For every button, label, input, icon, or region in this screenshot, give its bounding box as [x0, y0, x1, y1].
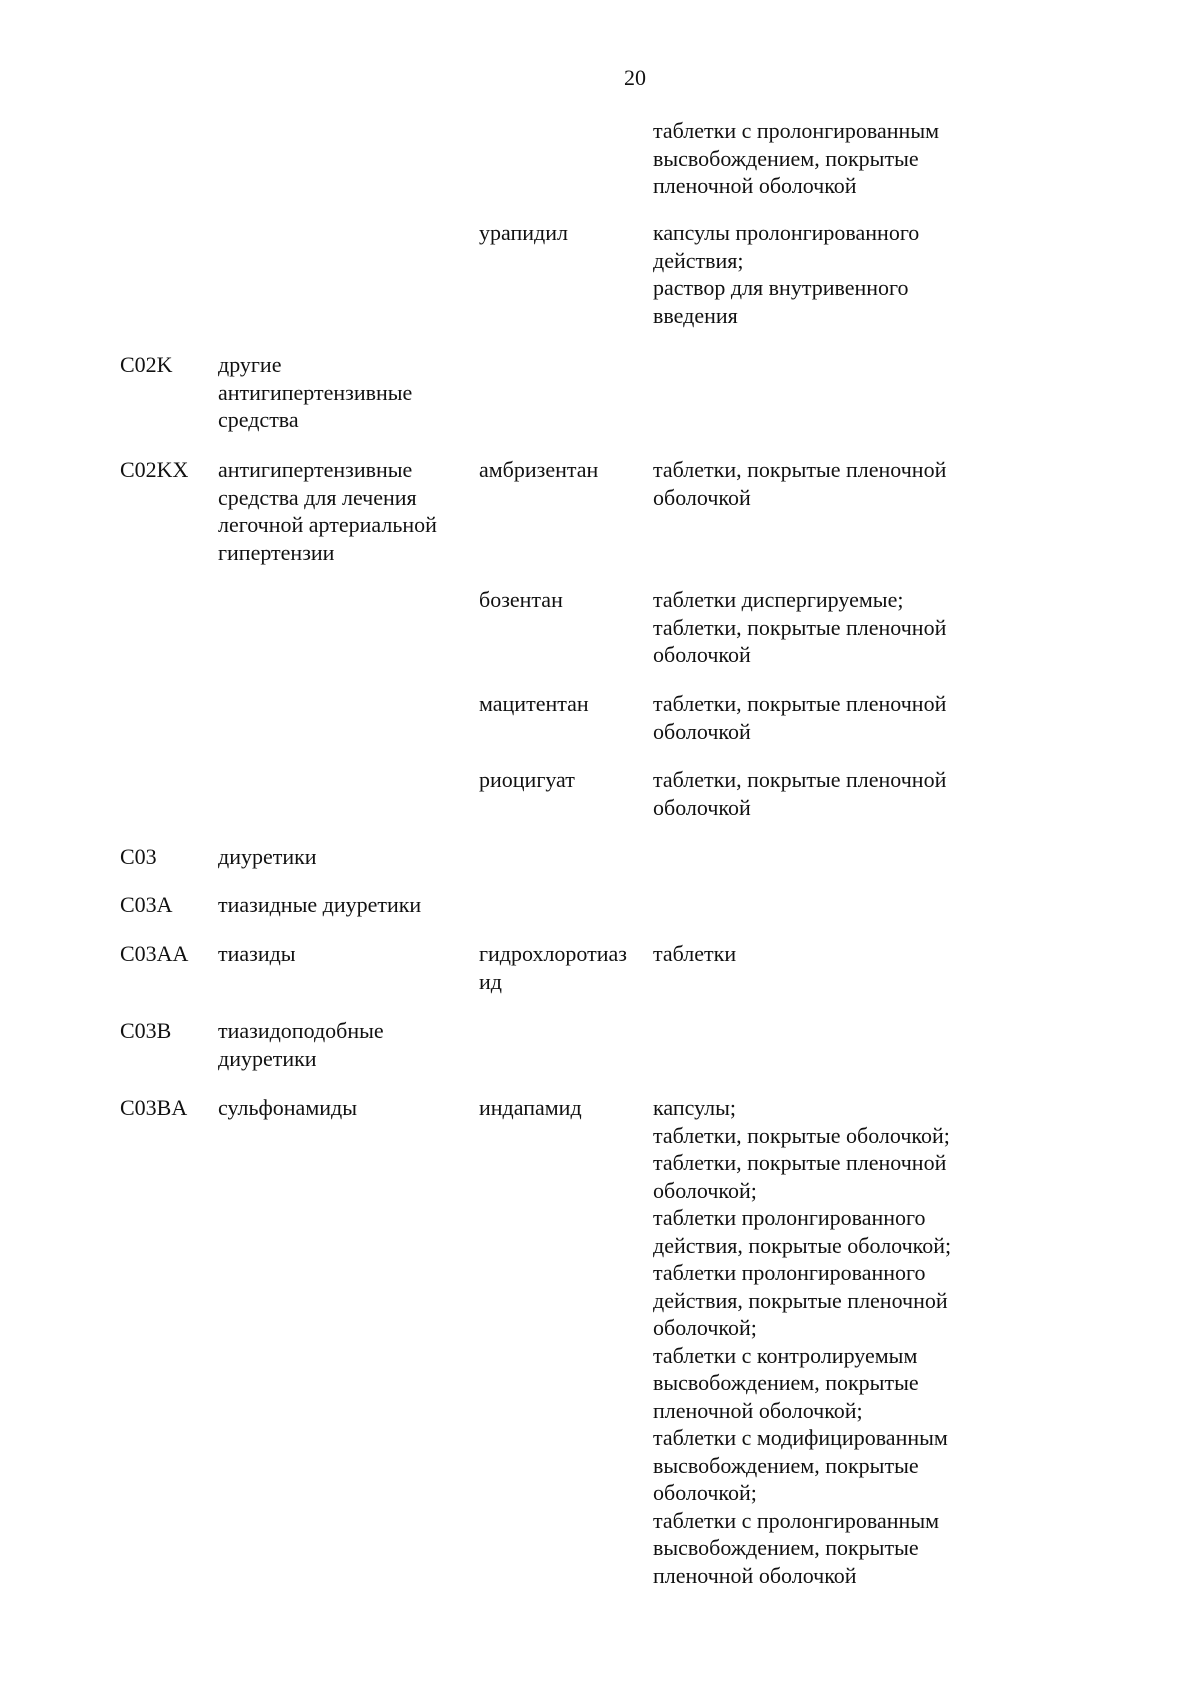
table-row	[0, 766, 1200, 820]
drug-name: индапамид	[479, 1095, 582, 1120]
atc-code: C03	[120, 844, 157, 869]
drug-name: гидрохлоротиаз ид	[479, 941, 627, 994]
atc-code: C02K	[120, 352, 173, 377]
dosage-form: таблетки с пролонгированным высвобождением, покрытые пленочной оболочкой	[653, 118, 940, 198]
table-row	[0, 351, 1200, 432]
table-row	[0, 219, 1200, 328]
atc-code: C03BA	[120, 1095, 188, 1120]
atc-group-name: тиазидные диуретики	[218, 892, 422, 917]
dosage-form: таблетки, покрытые пленочной оболочкой	[653, 691, 947, 744]
atc-group-name: сульфонамиды	[218, 1095, 357, 1120]
table-row	[0, 690, 1200, 744]
dosage-form: капсулы; таблетки, покрытые оболочкой; таблетки, покрытые пленочной оболочкой; таблетки пролонгированного действия, покрытые оболочкой; таблетки пролонгированного действия, покрытые пленочной оболочкой; таблетки с контролируемым высвобождением, покрытые пленочной оболочкой; таблетки с модифицированным высвобождением, покрытые оболочкой; таблетки с пролонгированным высвобождением, покрытые пленочной оболочкой	[653, 1095, 952, 1588]
drug-name: бозентан	[479, 587, 563, 612]
dosage-form: таблетки, покрытые пленочной оболочкой	[653, 767, 947, 820]
drug-name: мацитентан	[479, 691, 589, 716]
drug-name: урапидил	[479, 220, 568, 245]
dosage-form: капсулы пролонгированного действия; раствор для внутривенного введения	[653, 220, 920, 328]
dosage-form: таблетки диспергируемые; таблетки, покрытые пленочной оболочкой	[653, 587, 947, 667]
atc-code: C03A	[120, 892, 173, 917]
dosage-form: таблетки	[653, 941, 737, 966]
atc-group-name: тиазиды	[218, 941, 296, 966]
atc-group-name: диуретики	[218, 844, 317, 869]
page-number: 20	[624, 65, 646, 90]
atc-group-name: антигипертензивные средства для лечения легочной артериальной гипертензии	[218, 457, 437, 565]
table-row	[0, 891, 1200, 917]
dosage-form: таблетки, покрытые пленочной оболочкой	[653, 457, 947, 510]
drug-name: риоцигуат	[479, 767, 575, 792]
table-row	[0, 843, 1200, 869]
table-row	[0, 1017, 1200, 1071]
atc-code: C03AA	[120, 941, 189, 966]
table-row	[0, 586, 1200, 667]
table-row	[0, 456, 1200, 565]
atc-code: C02KX	[120, 457, 189, 482]
atc-group-name: другие антигипертензивные средства	[218, 352, 413, 432]
atc-code: C03B	[120, 1018, 172, 1043]
table-row	[0, 117, 1200, 198]
table-row	[0, 1094, 1200, 1588]
drug-name: амбризентан	[479, 457, 599, 482]
table-row	[0, 940, 1200, 994]
atc-group-name: тиазидоподобные диуретики	[218, 1018, 384, 1071]
